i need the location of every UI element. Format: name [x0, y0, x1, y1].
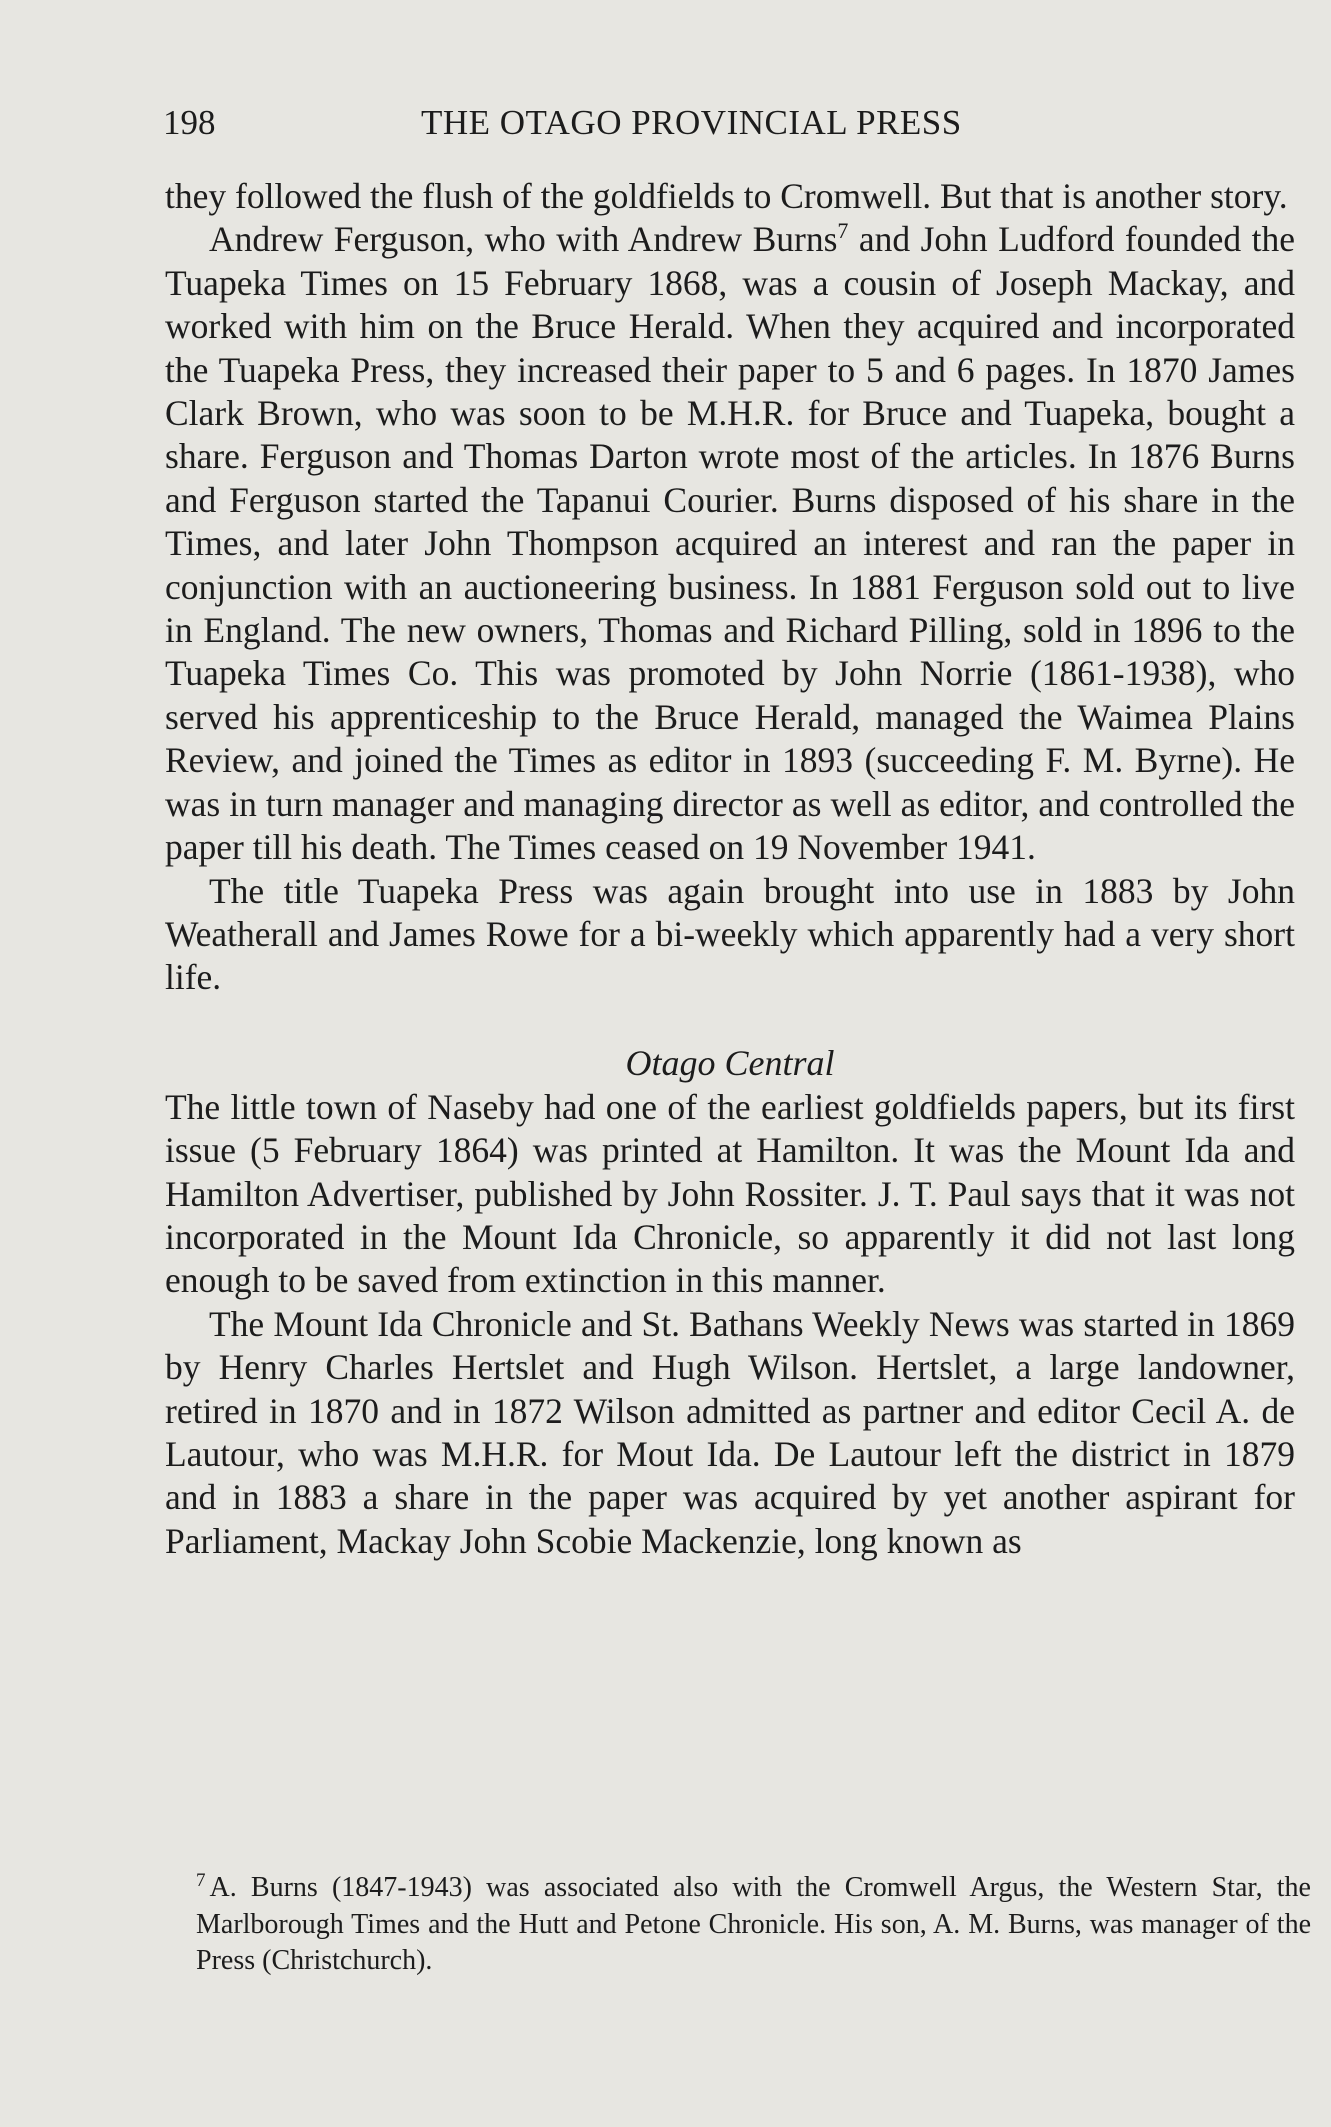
paragraph-tuapeka-times: [165, 218, 1295, 869]
footnote-mark: 7: [196, 1869, 206, 1891]
paragraph-continued: they followed the flush of the goldfields to Cromwell. But that is another story.: [165, 176, 1288, 216]
paragraph-tuapeka-press: The title Tuapeka Press was again brought into use in 1883 by John Weatherall and James Rowe for a bi-weekly which apparently had a very short life.: [165, 870, 1295, 998]
paragraph-text-rest: and John Ludford founded the Tuapeka Times on 15 February 1868, was a cousin of Joseph Mackay, and worked with him on the Bruce Herald. When they acquired and incorporated the Tuapeka Press, they increased their paper to 5 and 6 pages. In 1870 James Clark Brown, who was soon to be M.H.R. for Bruce and Tuapeka, bought a share. Ferguson and Thomas Darton wrote most of the articles. In 1876 Burns and Ferguson started the Tapanui Courier. Burns disposed of his share in the Times, and later John Thompson acquired an interest and ran the paper in conjunction with an auctioneering business. In 1881 Ferguson sold out to live in England. The new owners, Thomas and Richard Pilling, sold in 1896 to the Tuapeka Times Co. This was promoted by John Norrie (1861-1938), who served his apprenticeship to the Bruce Herald, managed the Waimea Plains Review, and joined the Times as editor in 1893 (succeeding F. M. Byrne). He was in turn manager and managing director as well as editor, and controlled the paper till his death. The Times ceased on 19 November 1941.: [165, 219, 1295, 868]
paragraph-text-start: Andrew Ferguson, who with Andrew Burns: [209, 219, 838, 260]
footnote-text: A. Burns (1847-1943) was associated also with the Cromwell Argus, the Western Star, the Marlborough Times and the Hutt and Petone Chronicle. His son, A. M. Burns, was manager of the Press (Christchurch).: [196, 1872, 1311, 1976]
footnote-reference: 7: [837, 218, 849, 244]
body-text: [165, 175, 1295, 1563]
paragraph-naseby: The little town of Naseby had one of the earliest goldfields papers, but its first issue (5 February 1864) was printed at Hamilton. It was the Mount Ida and Hamilton Advertiser, published by John Rossiter. J. T. Paul says that it was not incorporated in the Mount Ida Chronicle, so apparently it did not last long enough to be saved from extinction in this manner.: [165, 1086, 1295, 1301]
page-number: 198: [163, 103, 216, 142]
running-head: [163, 100, 1303, 146]
running-title: THE OTAGO PROVINCIAL PRESS: [421, 103, 962, 142]
paragraph-mount-ida-chronicle: The Mount Ida Chronicle and St. Bathans Weekly News was started in 1869 by Henry Charles Hertslet and Hugh Wilson. Hertslet, a large landowner, retired in 1870 and in 1872 Wilson admitted as partner and editor Cecil A. de Lautour, who was M.H.R. for Mout Ida. De Lautour left the district in 1879 and in 1883 a share in the paper was acquired by yet another aspirant for Parliament, Mackay John Scobie Mackenzie, long known as: [165, 1303, 1295, 1561]
footnote: [196, 1870, 1311, 1980]
section-heading: Otago Central: [625, 1042, 835, 1083]
